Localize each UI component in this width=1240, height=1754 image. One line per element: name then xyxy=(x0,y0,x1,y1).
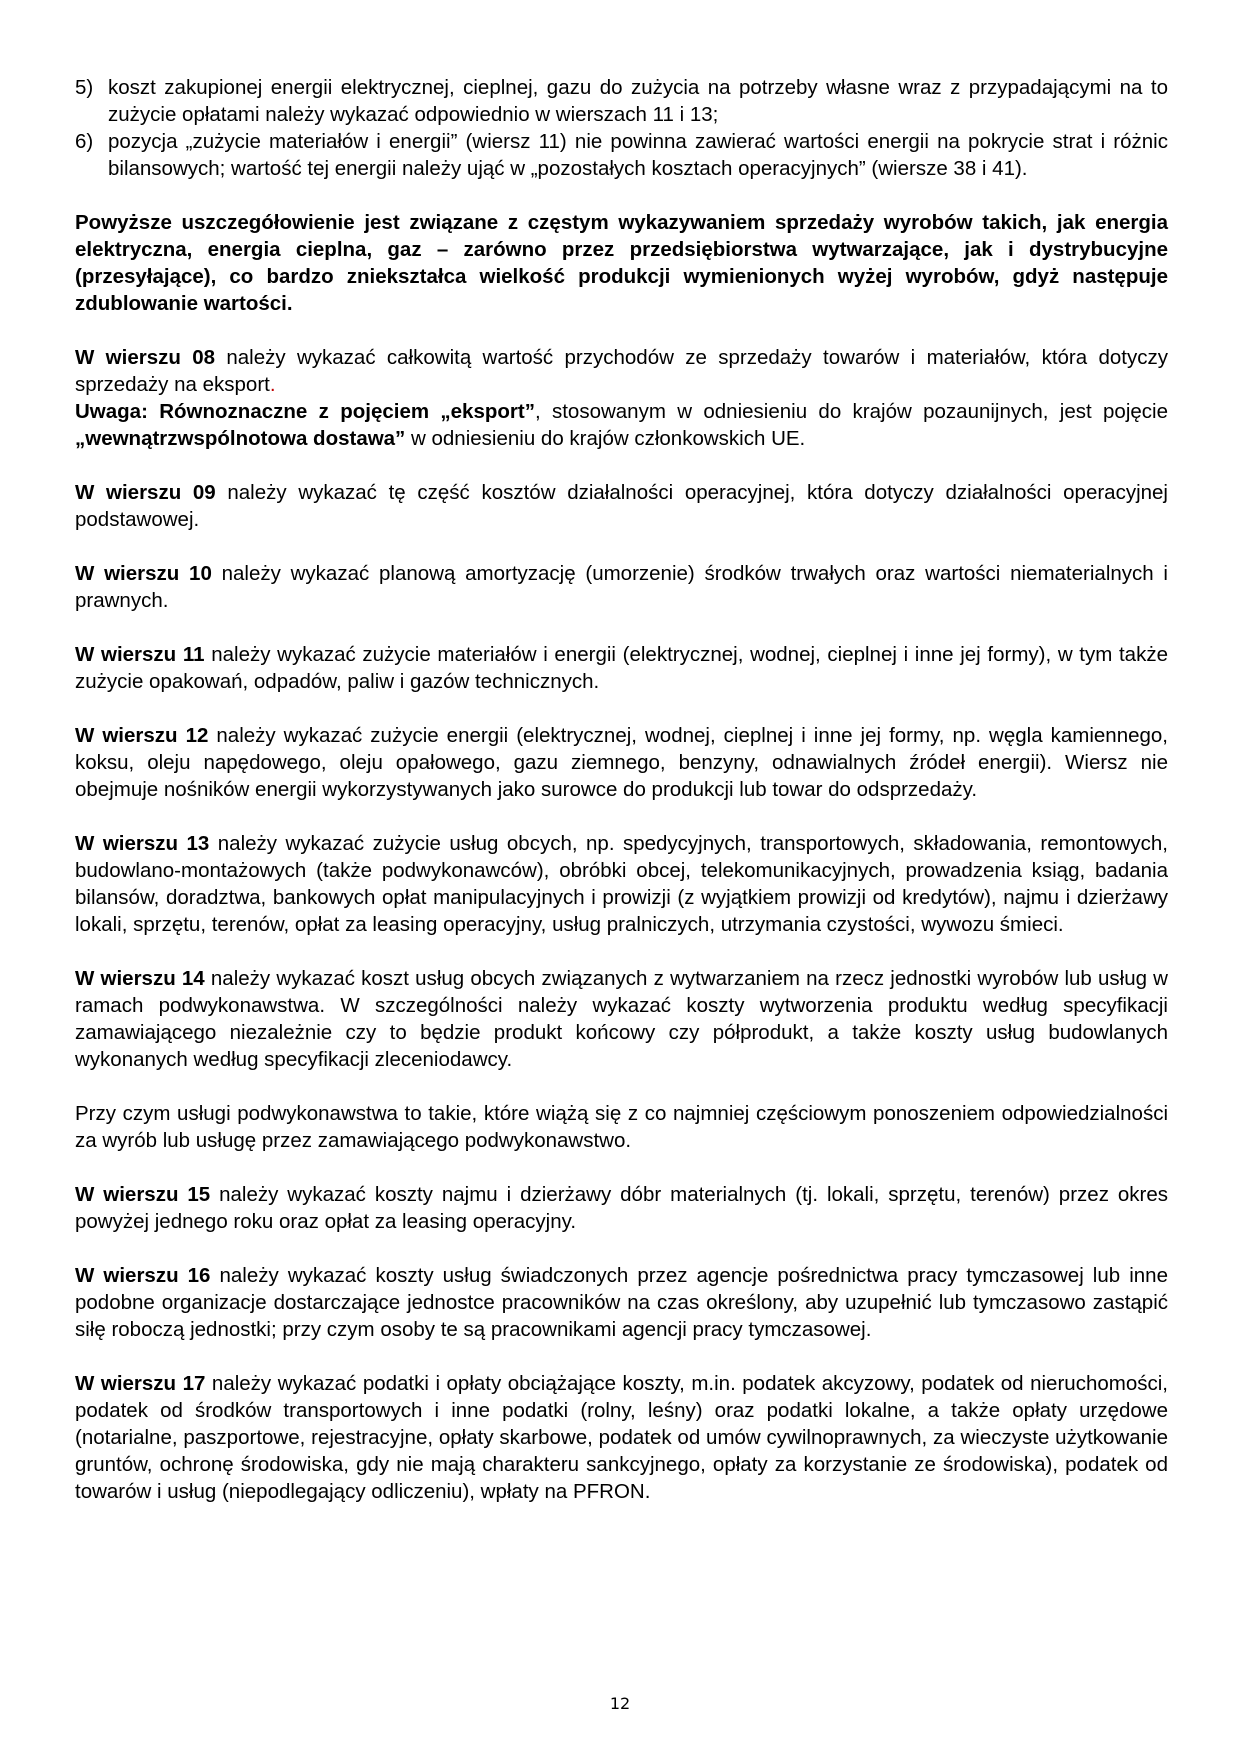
red-dot: . xyxy=(269,373,276,396)
row-label: W wierszu 17 xyxy=(75,1372,206,1395)
row-text: należy wykazać koszt usług obcych związanych z wytwarzaniem na rzecz jednostki wyrobów lub usług w ramach podwykonawstwa. W szczególności należy wykazać koszty wytworzenia produktu według specyfikacji zamawiającego niezależnie czy to będzie produkt końcowy czy półprodukt, a także koszty usług budowlanych wykonanych według specyfikacji zleceniodawcy. xyxy=(75,967,1168,1071)
row-08-paragraph xyxy=(75,344,1168,398)
uwaga-bold-term: „wewnątrzwspólnotowa dostawa” xyxy=(75,427,406,450)
list-item xyxy=(75,128,1168,182)
row-label: W wierszu 14 xyxy=(75,967,205,990)
row-text: należy wykazać planową amortyzację (umorzenie) środków trwałych oraz wartości niematerialnych i prawnych. xyxy=(75,562,1168,612)
numbered-list xyxy=(75,74,1168,182)
row-17-paragraph xyxy=(75,1370,1168,1505)
row-label: W wierszu 16 xyxy=(75,1264,211,1287)
row-16-paragraph xyxy=(75,1262,1168,1343)
row-10-paragraph xyxy=(75,560,1168,614)
row-label: W wierszu 09 xyxy=(75,481,216,504)
row-text: należy wykazać koszty usług świadczonych przez agencje pośrednictwa pracy tymczasowej lub inne podobne organizacje dostarczające jednostce pracowników na czas określony, aby uzupełnić lub tymczasowo zastąpić siłę roboczą jednostki; przy czym osoby te są pracownikami agencji pracy tymczasowej. xyxy=(75,1264,1168,1341)
row-text: należy wykazać zużycie energii (elektrycznej, wodnej, cieplnej i inne jej formy, np. węgla kamiennego, koksu, oleju napędowego, oleju opałowego, gazu ziemnego, benzyny, odnawialnych źródeł energii). Wiersz nie obejmuje nośników energii wykorzystywanych jako surowce do produkcji lub towar do odsprzedaży. xyxy=(75,724,1168,801)
row-12-paragraph xyxy=(75,722,1168,803)
document-body xyxy=(75,74,1168,1505)
list-item-number: 5) xyxy=(75,76,94,99)
list-item-text: koszt zakupionej energii elektrycznej, cieplnej, gazu do zużycia na potrzeby własne wraz z przypadającymi na to zużycie opłatami należy wykazać odpowiednio w wierszach 11 i 13; xyxy=(108,76,1168,126)
subcontracting-paragraph: Przy czym usługi podwykonawstwa to takie, które wiążą się z co najmniej częściowym ponoszeniem odpowiedzialności za wyrób lub usługę przez zamawiającego podwykonawstwo. xyxy=(75,1102,1168,1152)
row-label: W wierszu 13 xyxy=(75,832,210,855)
row-text: należy wykazać koszty najmu i dzierżawy dóbr materialnych (tj. lokali, sprzętu, terenów) przez okres powyżej jednego roku oraz opłat za leasing operacyjny. xyxy=(75,1183,1168,1233)
row-13-paragraph xyxy=(75,830,1168,938)
list-item-text: pozycja „zużycie materiałów i energii” (wiersz 11) nie powinna zawierać wartości energii na pokrycie strat i różnic bilansowych; wartość tej energii należy ująć w „pozostałych kosztach operacyjnych” (wiersze 38 i 41). xyxy=(108,130,1168,180)
page-number: 12 xyxy=(609,1694,631,1713)
row-text: należy wykazać całkowitą wartość przychodów ze sprzedaży towarów i materiałów, która dotyczy sprzedaży na eksport xyxy=(75,346,1168,396)
row-text: należy wykazać zużycie materiałów i energii (elektrycznej, wodnej, cieplnej i inne jej formy), w tym także zużycie opakowań, odpadów, paliw i gazów technicznych. xyxy=(75,643,1168,693)
row-14-paragraph xyxy=(75,965,1168,1073)
list-item-number: 6) xyxy=(75,130,94,153)
row-text: należy wykazać tę część kosztów działalności operacyjnej, która dotyczy działalności operacyjnej podstawowej. xyxy=(75,481,1168,531)
uwaga-text: , stosowanym w odniesieniu do krajów pozaunijnych, jest pojęcie xyxy=(534,400,1168,423)
uwaga-text-end: w odniesieniu do krajów członkowskich UE. xyxy=(405,427,806,450)
list-item xyxy=(75,74,1168,128)
row-text: należy wykazać zużycie usług obcych, np. spedycyjnych, transportowych, składowania, remontowych, budowlano-montażowych (także podwykonawców), obróbki obcej, telekomunikacyjnych, prowadzenia ksiąg, badania bilansów, doradztwa, bankowych opłat manipulacyjnych i prowizji (z wyjątkiem prowizji od kredytów), najmu i dzierżawy lokali, sprzętu, terenów, opłat za leasing operacyjny, usług pralniczych, utrzymania czystości, wywozu śmieci. xyxy=(75,832,1168,936)
uwaga-paragraph xyxy=(75,398,1168,452)
row-label: W wierszu 15 xyxy=(75,1183,211,1206)
row-text: należy wykazać podatki i opłaty obciążające koszty, m.in. podatek akcyzowy, podatek od nieruchomości, podatek od środków transportowych i inne podatki (rolny, leśny) oraz podatki lokalne, a także opłaty urzędowe (notarialne, paszportowe, rejestracyjne, opłaty skarbowe, podatek od umów cywilnoprawnych, za wieczyste użytkowanie gruntów, ochronę środowiska, gdy nie mają charakteru sankcyjnego, opłaty za korzystanie ze środowiska), podatek od towarów i usług (niepodlegający odliczeniu), wpłaty na PFRON. xyxy=(75,1372,1168,1503)
row-label: W wierszu 12 xyxy=(75,724,209,747)
row-label: W wierszu 10 xyxy=(75,562,212,585)
row-09-paragraph xyxy=(75,479,1168,533)
uwaga-label: Uwaga: Równoznaczne z pojęciem „eksport” xyxy=(75,400,535,423)
row-label: W wierszu 08 xyxy=(75,346,216,369)
row-label: W wierszu 11 xyxy=(75,643,205,666)
row-15-paragraph xyxy=(75,1181,1168,1235)
bold-note-paragraph: Powyższe uszczegółowienie jest związane z częstym wykazywaniem sprzedaży wyrobów takich, jak energia elektryczna, energia cieplna, gaz – zarówno przez przedsiębiorstwa wytwarzające, jak i dystrybucyjne (przesyłające), co bardzo zniekształca wielkość produkcji wymienionych wyżej wyrobów, gdyż następuje zdublowanie wartości. xyxy=(75,211,1168,315)
row-11-paragraph xyxy=(75,641,1168,695)
